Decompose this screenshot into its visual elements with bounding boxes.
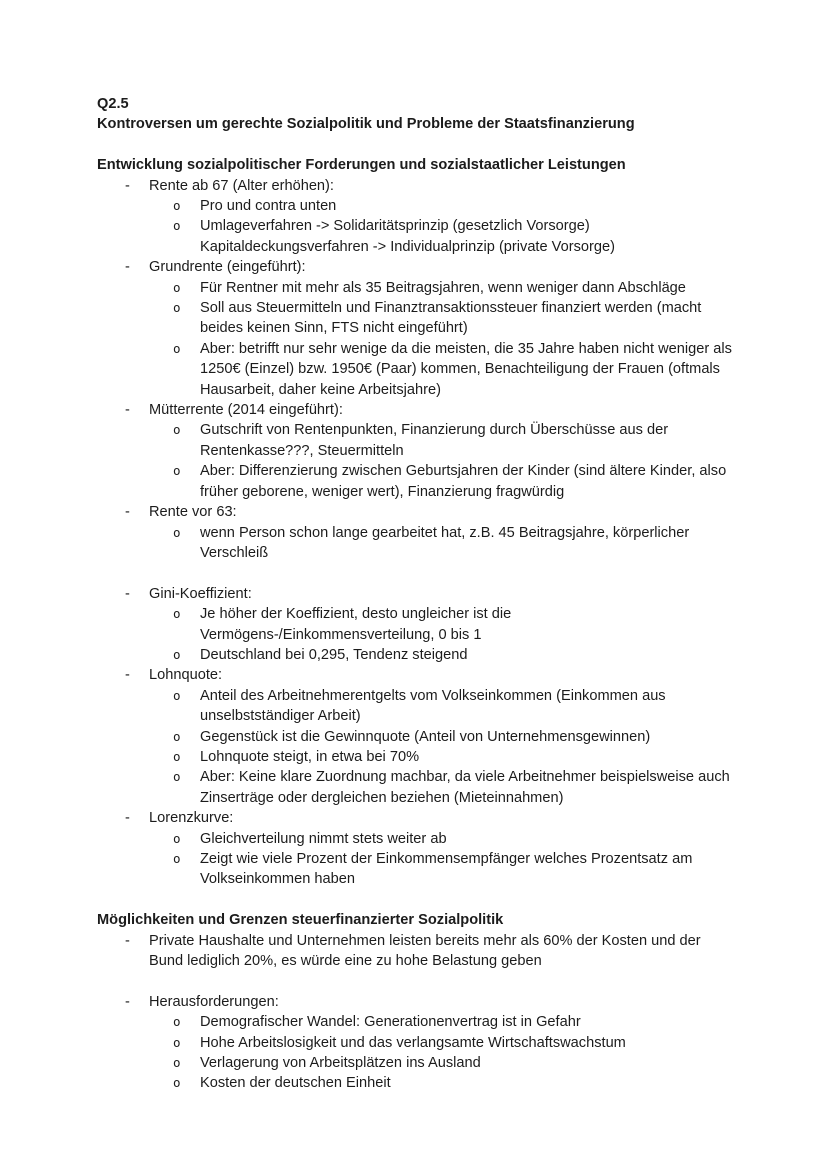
circle-bullet: o [173,606,181,622]
circle-bullet: o [173,728,181,744]
list-item-text: Gegenstück ist die Gewinnquote (Anteil von Unternehmensgewinnen) [200,728,651,745]
list-item [97,176,732,196]
dash-bullet: - [125,932,130,949]
circle-bullet: o [173,1055,181,1071]
list-item-text: Lorenzkurve: [149,810,234,827]
list-item [97,604,732,645]
circle-bullet: o [173,830,181,846]
list-item [97,992,732,1012]
document-section [97,910,732,1094]
list-item [97,400,732,420]
list-item [97,461,732,502]
list-item-text: Rente vor 63: [149,504,237,521]
circle-bullet: o [173,218,181,234]
doc-body [97,155,732,1094]
dash-bullet: - [125,585,130,602]
blank-line [97,563,732,583]
list-item [97,1053,732,1073]
list-item-text: Je höher der Koeffizient, desto ungleicher ist die Vermögens-/Einkommensverteilung, 0 bis 1 [200,606,512,643]
list-item [97,1073,732,1093]
section-heading: Entwicklung sozialpolitischer Forderungen und sozialstaatlicher Leistungen [97,157,626,174]
doc-code: Q2.5 [97,96,129,112]
circle-bullet: o [173,524,181,540]
list-item [97,1012,732,1032]
circle-bullet: o [173,1075,181,1091]
list-item-text: Mütterrente (2014 eingeführt): [149,402,343,419]
list-item [97,502,732,522]
dash-bullet: - [125,810,130,827]
list-item-text: Zeigt wie viele Prozent der Einkommensempfänger welches Prozentsatz am Volkseinkommen haben [200,851,693,888]
list-item-text: Hohe Arbeitslosigkeit und das verlangsamte Wirtschaftswachstum [200,1034,626,1051]
list-item-text: Aber: betrifft nur sehr wenige da die meisten, die 35 Jahre haben nicht weniger als 1250€ (Einzel) bzw. 1950€ (Paar) kommen, Benachteiligung der Frauen (oftmals Hausarbeit, daher keine Arbeitsjahre) [200,340,732,398]
list-item-text: Private Haushalte und Unternehmen leisten bereits mehr als 60% der Kosten und der Bund lediglich 20%, es würde eine zu hohe Belastung geben [149,932,701,970]
dash-bullet: - [125,993,130,1010]
list-item-text: Für Rentner mit mehr als 35 Beitragsjahren, wenn weniger dann Abschläge [200,279,686,296]
dash-bullet: - [125,402,130,419]
circle-bullet: o [173,1014,181,1030]
list-item-text: Aber: Differenzierung zwischen Geburtsjahren der Kinder (sind ältere Kinder, also früher geborene, weniger wert), Finanzierung fragwürdig [200,463,727,500]
list-item [97,747,732,767]
list-item [97,298,732,339]
list-item [97,216,732,236]
dash-bullet: - [125,177,130,194]
circle-bullet: o [173,198,181,214]
circle-bullet: o [173,748,181,764]
list-item-text: Demografischer Wandel: Generationenvertrag ist in Gefahr [200,1014,581,1031]
circle-bullet: o [173,422,181,438]
list-item [97,931,732,972]
list-item [97,237,732,257]
list-item-text: Kapitaldeckungsverfahren -> Individualprinzip (private Vorsorge) [200,238,615,255]
list-item [97,665,732,685]
list-item [97,339,732,400]
list-item [97,767,732,808]
list-item-text: Deutschland bei 0,295, Tendenz steigend [200,646,468,663]
list-item-text: Gini-Koeffizient: [149,585,252,602]
doc-title: Kontroversen um gerechte Sozialpolitik und Probleme der Staatsfinanzierung [97,116,635,133]
list-item-text: Verlagerung von Arbeitsplätzen ins Ausland [200,1055,481,1072]
list-item [97,584,732,604]
list-item-text: wenn Person schon lange gearbeitet hat, z.B. 45 Beitragsjahre, körperlicher Verschleiß [200,524,690,561]
list-item-text: Aber: Keine klare Zuordnung machbar, da viele Arbeitnehmer beispielsweise auch Zinserträge oder dergleichen beziehen (Mieteinnahmen) [200,769,730,806]
list-item-text: Kosten der deutschen Einheit [200,1075,391,1092]
circle-bullet: o [173,851,181,866]
circle-bullet: o [173,769,181,785]
list-item-text: Gutschrift von Rentenpunkten, Finanzierung durch Überschüsse aus der Rentenkasse???, Steuermitteln [200,422,669,459]
list-item-text: Grundrente (eingeführt): [149,259,306,276]
list-item [97,420,732,461]
list-item-text: Herausforderungen: [149,993,279,1010]
list-item [97,829,732,849]
section-heading: Möglichkeiten und Grenzen steuerfinanzierter Sozialpolitik [97,912,504,929]
list-item [97,1033,732,1053]
dash-bullet: - [125,667,130,684]
list-item [97,849,732,890]
list-item [97,278,732,298]
list-item [97,257,732,277]
circle-bullet: o [173,340,181,356]
dash-bullet: - [125,259,130,276]
list-item [97,523,732,564]
list-item-text: Soll aus Steuermitteln und Finanztransaktionssteuer finanziert werden (macht beides keinen Sinn, FTS nicht eingeführt) [200,300,702,337]
document-section [97,155,732,890]
blank-line [97,971,732,991]
circle-bullet: o [173,646,181,662]
circle-bullet: o [173,463,181,479]
list-item [97,196,732,216]
circle-bullet: o [173,300,181,316]
list-item [97,808,732,828]
circle-bullet: o [173,687,181,703]
list-item-text: Pro und contra unten [200,198,337,215]
list-item-text: Rente ab 67 (Alter erhöhen): [149,177,334,194]
circle-bullet: o [173,1034,181,1050]
list-item [97,686,732,727]
list-item-text: Lohnquote steigt, in etwa bei 70% [200,748,420,765]
list-item-text: Gleichverteilung nimmt stets weiter ab [200,830,447,847]
circle-bullet: o [173,279,181,295]
dash-bullet: - [125,504,130,521]
list-item [97,645,732,665]
list-item-text: Lohnquote: [149,667,223,684]
list-item [97,727,732,747]
list-item-text: Umlageverfahren -> Solidaritätsprinzip (gesetzlich Vorsorge) [200,218,590,235]
list-item-text: Anteil des Arbeitnehmerentgelts vom Volkseinkommen (Einkommen aus unselbstständiger Arbeit) [200,687,666,725]
